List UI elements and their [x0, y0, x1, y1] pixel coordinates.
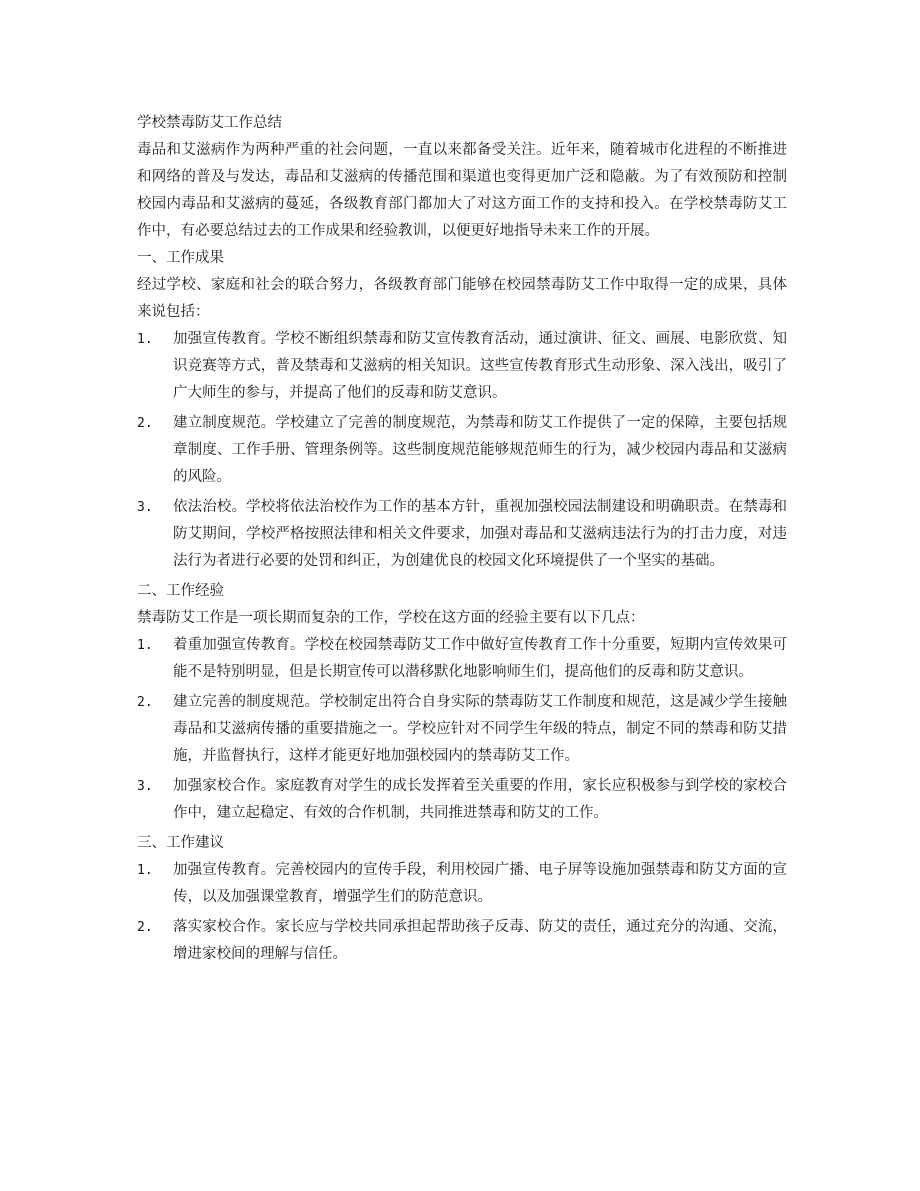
- item-number: 1.: [137, 863, 153, 878]
- list-item: [137, 326, 787, 407]
- intro-paragraph: 毒品和艾滋病作为两种严重的社会问题，一直以来都备受关注。近年来，随着城市化进程的不断推进和网络的普及与发达，毒品和艾滋病的传播范围和渠道也变得更加广泛和隐蔽。为了有效预防和控制校园内毒品和艾滋病的蔓延，各级教育部门都加大了对这方面工作的支持和投入。在学校禁毒防艾工作中，有必要总结过去的工作成果和经验教训，以便更好地指导未来工作的开展。: [137, 142, 787, 239]
- item-number: 2.: [137, 416, 153, 431]
- item-number: 3.: [137, 500, 153, 515]
- item-text: 建立完善的制度规范。学校制定出符合自身实际的禁毒防艾工作制度和规范，这是减少学生接触毒品和艾滋病传播的重要措施之一。学校应针对不同学生年级的特点，制定不同的禁毒和防艾措施，并监督执行，这样才能更好地加强校园内的禁毒防艾工作。: [173, 694, 787, 764]
- item-number: 1.: [137, 332, 153, 347]
- experience-list: [137, 632, 787, 827]
- list-item: [137, 773, 787, 827]
- document-page: [137, 110, 787, 971]
- document-title: 学校禁毒防艾工作总结: [137, 115, 282, 131]
- list-item: [137, 494, 787, 575]
- list-item: [137, 410, 787, 491]
- item-text: 加强家校合作。家庭教育对学生的成长发挥着至关重要的作用，家长应积极参与到学校的家校合作中，建立起稳定、有效的合作机制，共同推进禁毒和防艾的工作。: [173, 778, 787, 821]
- section-heading-achievements: 一、工作成果: [137, 250, 224, 266]
- item-number: 2.: [137, 920, 153, 935]
- section-lead-experience: 禁毒防艾工作是一项长期而复杂的工作，学校在这方面的经验主要有以下几点：: [137, 610, 645, 626]
- item-text: 加强宣传教育。学校不断组织禁毒和防艾宣传教育活动，通过演讲、征文、画展、电影欣赏、知识竞赛等方式，普及禁毒和艾滋病的相关知识。这些宣传教育形式生动形象、深入浅出，吸引了广大师生的参与，并提高了他们的反毒和防艾意识。: [173, 331, 787, 401]
- section-lead-achievements: 经过学校、家庭和社会的联合努力，各级教育部门能够在校园禁毒防艾工作中取得一定的成果，具体来说包括：: [137, 277, 787, 320]
- item-text: 加强宣传教育。完善校园内的宣传手段，利用校园广播、电子屏等设施加强禁毒和防艾方面的宣传，以及加强课堂教育，增强学生们的防范意识。: [173, 862, 787, 905]
- item-number: 1.: [137, 638, 153, 653]
- item-number: 3.: [137, 779, 153, 794]
- section-heading-suggestions: 三、工作建议: [137, 835, 224, 851]
- list-item: [137, 914, 787, 968]
- list-item: [137, 632, 787, 686]
- suggestions-list: [137, 857, 787, 968]
- list-item: [137, 857, 787, 911]
- list-item: [137, 689, 787, 770]
- item-text: 落实家校合作。家长应与学校共同承担起帮助孩子反毒、防艾的责任，通过充分的沟通、交流，增进家校间的理解与信任。: [173, 919, 787, 962]
- item-text: 依法治校。学校将依法治校作为工作的基本方针，重视加强校园法制建设和明确职责。在禁毒和防艾期间，学校严格按照法律和相关文件要求，加强对毒品和艾滋病违法行为的打击力度，对违法行为者进行必要的处罚和纠正，为创建优良的校园文化环境提供了一个坚实的基础。: [173, 499, 787, 569]
- item-number: 2.: [137, 695, 153, 710]
- section-heading-experience: 二、工作经验: [137, 583, 224, 599]
- item-text: 建立制度规范。学校建立了完善的制度规范，为禁毒和防艾工作提供了一定的保障，主要包括规章制度、工作手册、管理条例等。这些制度规范能够规范师生的行为，减少校园内毒品和艾滋病的风险。: [173, 415, 787, 485]
- achievements-list: [137, 326, 787, 575]
- item-text: 着重加强宣传教育。学校在校园禁毒防艾工作中做好宣传教育工作十分重要，短期内宣传效果可能不是特别明显，但是长期宣传可以潜移默化地影响师生们，提高他们的反毒和防艾意识。: [173, 637, 787, 680]
